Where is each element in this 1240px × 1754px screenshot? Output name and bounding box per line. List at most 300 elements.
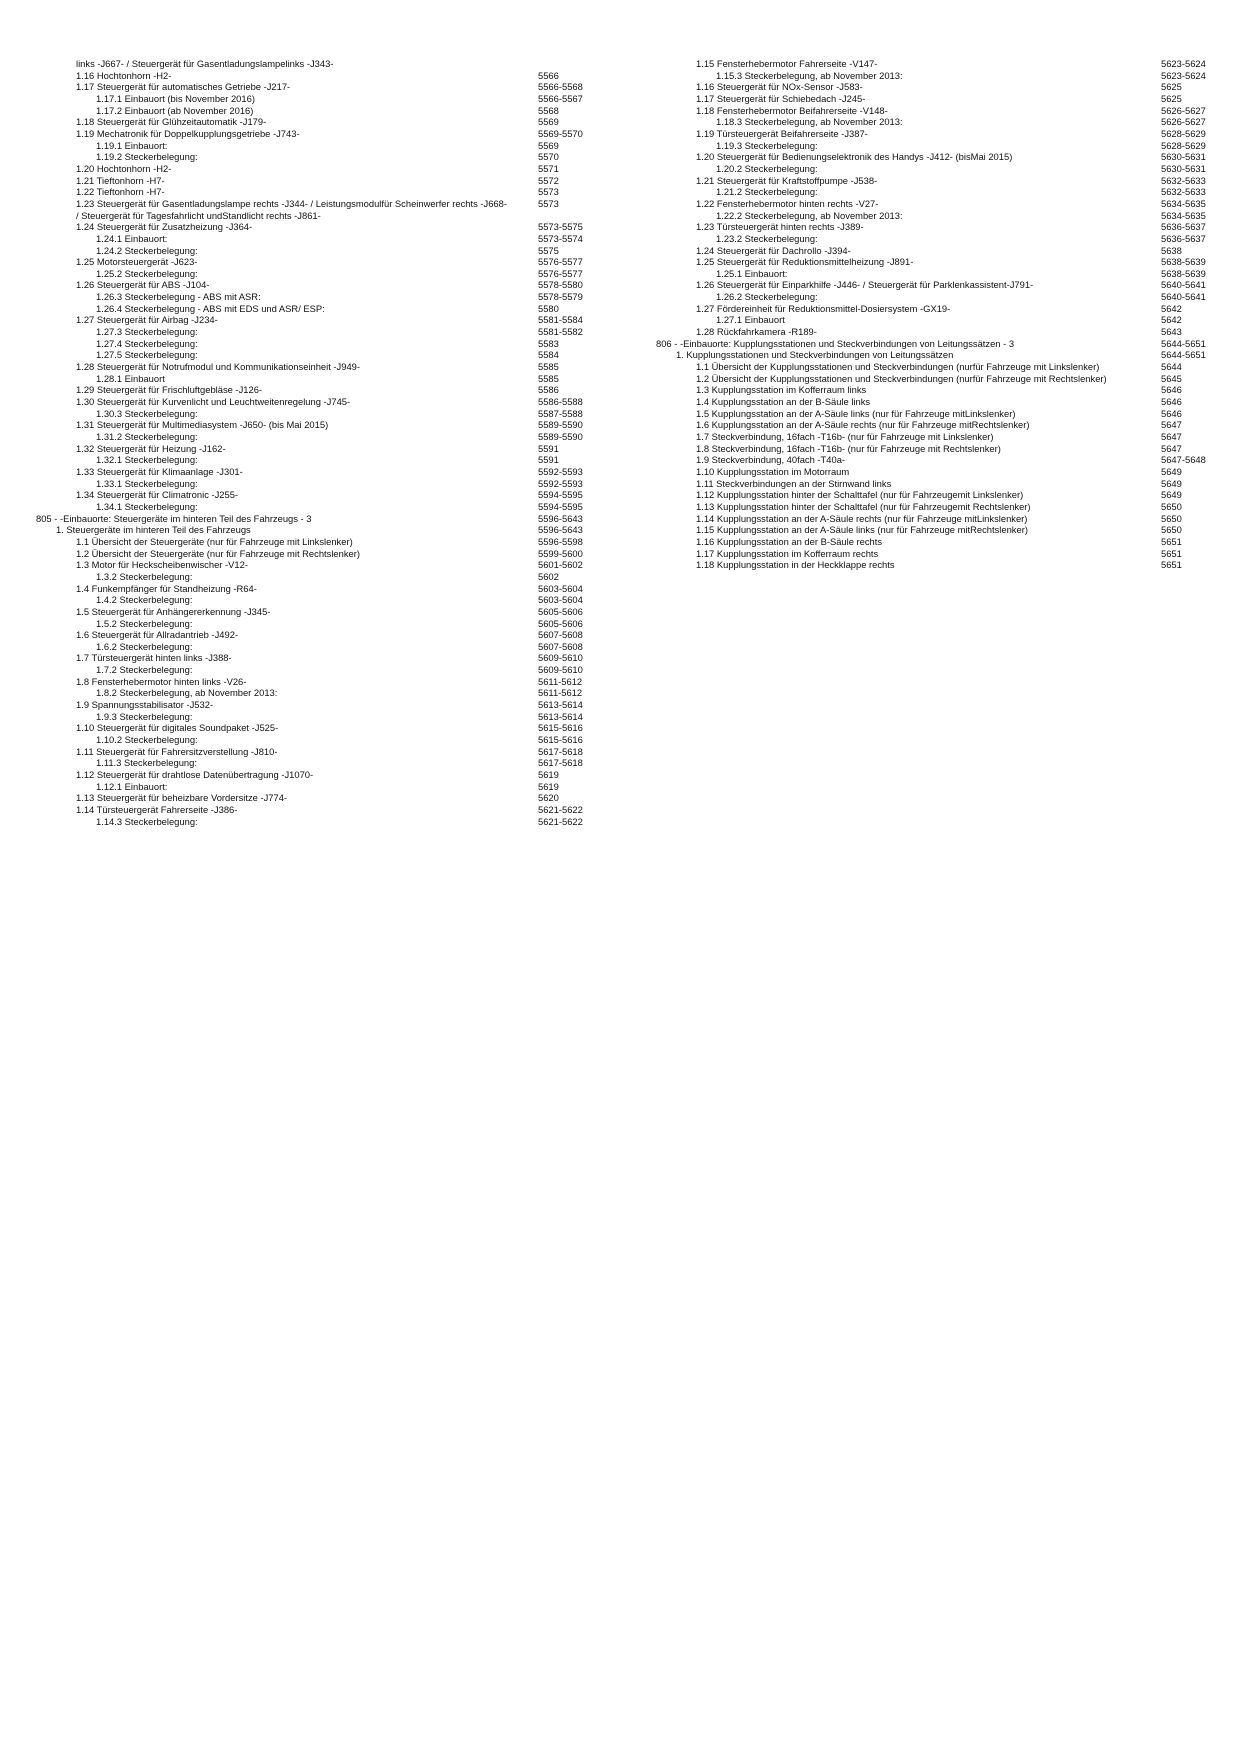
toc-entry[interactable] bbox=[36, 221, 596, 233]
toc-entry[interactable] bbox=[656, 373, 1216, 385]
toc-entry[interactable] bbox=[36, 676, 596, 688]
toc-entry[interactable] bbox=[656, 408, 1216, 420]
toc-entry-title: 1.20.2 Steckerbelegung: bbox=[716, 162, 818, 174]
toc-entry[interactable] bbox=[36, 571, 596, 583]
toc-entry-pages: 5581-5584 bbox=[538, 314, 583, 326]
toc-entry-pages: 5611-5612 bbox=[538, 675, 583, 687]
toc-entry-pages: 5623-5624 bbox=[1161, 58, 1206, 69]
toc-entry[interactable] bbox=[36, 396, 596, 408]
toc-entry[interactable] bbox=[36, 466, 596, 478]
toc-entry[interactable] bbox=[36, 93, 596, 105]
toc-entry[interactable] bbox=[656, 303, 1216, 315]
toc-entry-title: 1.25.1 Einbauort: bbox=[716, 267, 788, 279]
toc-entry-title: 1.28 Rückfahrkamera -R189- bbox=[696, 326, 817, 338]
toc-entry[interactable] bbox=[36, 431, 596, 443]
toc-entry[interactable] bbox=[36, 478, 596, 490]
toc-entry-pages: 5619 bbox=[538, 780, 559, 792]
toc-entry[interactable] bbox=[656, 175, 1216, 187]
toc-entry-pages: 5617-5618 bbox=[538, 745, 583, 757]
toc-entry-pages: 5619 bbox=[538, 769, 559, 781]
toc-right-column bbox=[656, 58, 1216, 571]
toc-entry-pages: 5589-5590 bbox=[538, 419, 583, 431]
toc-entry-title: 1.10 Kupplungsstation im Motorraum bbox=[696, 465, 850, 477]
toc-entry[interactable] bbox=[36, 233, 596, 245]
toc-entry-pages: 5576-5577 bbox=[538, 267, 583, 279]
toc-entry-title: 1.24.2 Steckerbelegung: bbox=[96, 244, 198, 256]
toc-entry-pages: 5630-5631 bbox=[1161, 162, 1206, 174]
toc-entry-title: 1.3 Kupplungsstation im Kofferraum links bbox=[696, 384, 867, 396]
toc-entry[interactable] bbox=[36, 769, 596, 781]
toc-entry-title: 1.31.2 Steckerbelegung: bbox=[96, 431, 198, 442]
toc-entry[interactable] bbox=[656, 151, 1216, 163]
toc-entry[interactable] bbox=[656, 536, 1216, 548]
toc-entry-title: 1.27 Steuergerät für Airbag -J234- bbox=[76, 314, 218, 326]
toc-entry-title: 1.7 Türsteuergerät hinten links -J388- bbox=[76, 652, 232, 664]
toc-entry-title: 1.3.2 Steckerbelegung: bbox=[96, 570, 193, 582]
toc-entry[interactable] bbox=[36, 105, 596, 117]
toc-entry[interactable] bbox=[36, 326, 596, 338]
toc-entry[interactable] bbox=[36, 641, 596, 653]
toc-entry-title: 1.31 Steuergerät für Multimediasystem -J650- (bis Mai 2015) bbox=[76, 419, 329, 431]
toc-entry-title: 1.11 Steuergerät für Fahrersitzverstellung -J810- bbox=[76, 745, 278, 757]
toc-entry-pages: 5625 bbox=[1161, 81, 1182, 93]
toc-entry[interactable] bbox=[656, 338, 1216, 350]
toc-entry-title: 1.21 Steuergerät für Kraftstoffpumpe -J538- bbox=[696, 174, 878, 186]
toc-entry-pages: 5594-5595 bbox=[538, 489, 583, 501]
toc-entry-title: 1.19 Mechatronik für Doppelkupplungsgetriebe -J743- bbox=[76, 127, 300, 139]
toc-entry-pages: 5609-5610 bbox=[538, 664, 583, 676]
toc-entry[interactable] bbox=[36, 594, 596, 606]
toc-entry[interactable] bbox=[36, 489, 596, 501]
toc-entry-title: 1.21 Tieftonhorn -H7- bbox=[76, 174, 165, 186]
toc-entry[interactable] bbox=[656, 384, 1216, 396]
toc-entry-title: 1.7.2 Steckerbelegung: bbox=[96, 664, 193, 676]
toc-entry-title: / Steuergerät für Tagesfahrlicht undStandlicht rechts -J861- bbox=[76, 209, 321, 221]
toc-entry[interactable] bbox=[656, 116, 1216, 128]
toc-entry-pages: 5647 bbox=[1161, 431, 1182, 442]
toc-entry[interactable] bbox=[36, 583, 596, 595]
toc-entry[interactable] bbox=[36, 501, 596, 513]
toc-entry-pages: 5569 bbox=[538, 116, 559, 128]
toc-entry-title: 1.9 Spannungsstabilisator -J532- bbox=[76, 699, 214, 711]
toc-entry-title: 1.15 Fensterhebermotor Fahrerseite -V147- bbox=[696, 58, 878, 69]
toc-entry-pages: 5601-5602 bbox=[538, 559, 583, 571]
toc-entry[interactable] bbox=[36, 210, 596, 222]
toc-entry[interactable] bbox=[656, 454, 1216, 466]
toc-entry[interactable] bbox=[656, 105, 1216, 117]
toc-entry-title: 1.14.3 Steckerbelegung: bbox=[96, 815, 198, 827]
toc-entry-pages: 5569-5570 bbox=[538, 127, 583, 139]
toc-entry-pages: 5611-5612 bbox=[538, 687, 583, 699]
toc-entry-pages: 5623-5624 bbox=[1161, 69, 1206, 81]
toc-entry[interactable] bbox=[656, 513, 1216, 525]
toc-entry[interactable] bbox=[36, 338, 596, 350]
toc-entry[interactable] bbox=[656, 419, 1216, 431]
toc-entry[interactable] bbox=[656, 245, 1216, 257]
toc-entry-title: 1.20 Hochtonhorn -H2- bbox=[76, 162, 172, 174]
toc-entry-pages: 5569 bbox=[538, 139, 559, 151]
toc-entry-pages: 5649 bbox=[1161, 477, 1182, 489]
toc-entry-title: 1.3 Motor für Heckscheibenwischer -V12- bbox=[76, 559, 248, 571]
toc-entry-pages: 5642 bbox=[1161, 314, 1182, 326]
toc-entry-pages: 5630-5631 bbox=[1161, 151, 1206, 163]
toc-entry[interactable] bbox=[36, 711, 596, 723]
toc-entry-title: 1.21.2 Steckerbelegung: bbox=[716, 186, 818, 198]
toc-entry-title: 1.26 Steuergerät für Einparkhilfe -J446- / Steuergerät für Parklenkassistent-J791- bbox=[696, 279, 1034, 291]
toc-entry[interactable] bbox=[656, 210, 1216, 222]
toc-entry[interactable] bbox=[36, 361, 596, 373]
toc-entry-title: 1.18.3 Steckerbelegung, ab November 2013: bbox=[716, 116, 903, 128]
toc-entry-pages: 5591 bbox=[538, 454, 559, 466]
toc-entry[interactable] bbox=[36, 70, 596, 82]
toc-entry[interactable] bbox=[36, 606, 596, 618]
toc-entry-pages: 5625 bbox=[1161, 92, 1182, 104]
toc-entry[interactable] bbox=[36, 559, 596, 571]
toc-entry-title: 1.2 Übersicht der Steuergeräte (nur für Fahrzeuge mit Rechtslenker) bbox=[76, 547, 360, 559]
toc-entry[interactable] bbox=[36, 314, 596, 326]
toc-entry-title: 1.11 Steckverbindungen an der Stirnwand links bbox=[696, 477, 892, 489]
toc-entry[interactable] bbox=[36, 116, 596, 128]
toc-entry-pages: 5589-5590 bbox=[538, 431, 583, 442]
toc-entry[interactable] bbox=[36, 256, 596, 268]
toc-entry[interactable] bbox=[656, 524, 1216, 536]
toc-entry-pages: 5646 bbox=[1161, 384, 1182, 396]
toc-entry-pages: 5596-5598 bbox=[538, 535, 583, 547]
toc-entry-pages: 5596-5643 bbox=[538, 512, 583, 524]
toc-entry-title: 1.9 Steckverbindung, 40fach -T40a- bbox=[696, 454, 846, 466]
toc-entry-title: 1.20 Steuergerät für Bedienungselektronik des Handys -J412- (bisMai 2015) bbox=[696, 151, 1013, 163]
toc-entry[interactable] bbox=[656, 128, 1216, 140]
toc-entry-title: 1.25 Steuergerät für Reduktionsmittelheizung -J891- bbox=[696, 256, 914, 268]
toc-entry-title: 1.25.2 Steckerbelegung: bbox=[96, 267, 198, 279]
toc-entry[interactable] bbox=[36, 722, 596, 734]
toc-entry[interactable] bbox=[656, 489, 1216, 501]
toc-entry-pages: 5638-5639 bbox=[1161, 267, 1206, 279]
toc-entry-pages: 5586 bbox=[538, 384, 559, 396]
toc-entry-title: 1.19.2 Steckerbelegung: bbox=[96, 151, 198, 163]
toc-entry-title: 1.14 Türsteuergerät Fahrerseite -J386- bbox=[76, 804, 238, 815]
toc-entry[interactable] bbox=[656, 268, 1216, 280]
toc-entry-pages: 5640-5641 bbox=[1161, 291, 1206, 303]
toc-entry[interactable] bbox=[656, 466, 1216, 478]
toc-entry-pages: 5626-5627 bbox=[1161, 116, 1206, 128]
toc-entry-title: 1.5.2 Steckerbelegung: bbox=[96, 617, 193, 629]
toc-entry-pages: 5592-5593 bbox=[538, 465, 583, 477]
toc-entry-pages: 5613-5614 bbox=[538, 710, 583, 722]
toc-entry-pages: 5646 bbox=[1161, 407, 1182, 419]
toc-entry-pages: 5638 bbox=[1161, 244, 1182, 256]
toc-entry-title: 1.2 Übersicht der Kupplungsstationen und Steckverbindungen (nurfür Fahrzeuge mit Rechtslenker) bbox=[696, 372, 1107, 384]
toc-entry-title: 1.6 Kupplungsstation an der A-Säule rechts (nur für Fahrzeuge mitRechtslenker) bbox=[696, 419, 1030, 431]
toc-entry-pages: 5566-5567 bbox=[538, 92, 583, 104]
toc-entry-pages: 5620 bbox=[538, 792, 559, 804]
toc-entry[interactable] bbox=[36, 746, 596, 758]
toc-entry-pages: 5650 bbox=[1161, 512, 1182, 524]
toc-entry[interactable] bbox=[36, 629, 596, 641]
toc-entry-title: 1.26.4 Steckerbelegung - ABS mit EDS und ASR/ ESP: bbox=[96, 302, 325, 314]
toc-entry-pages: 5586-5588 bbox=[538, 396, 583, 408]
toc-entry-title: 1.6.2 Steckerbelegung: bbox=[96, 640, 193, 652]
toc-entry[interactable] bbox=[36, 81, 596, 93]
toc-entry[interactable] bbox=[36, 198, 596, 210]
toc-entry[interactable] bbox=[36, 279, 596, 291]
toc-entry[interactable] bbox=[36, 792, 596, 804]
toc-entry[interactable] bbox=[656, 501, 1216, 513]
toc-entry-pages: 5651 bbox=[1161, 535, 1182, 547]
toc-entry-pages: 5636-5637 bbox=[1161, 232, 1206, 244]
toc-entry-pages: 5615-5616 bbox=[538, 734, 583, 746]
toc-entry[interactable] bbox=[36, 349, 596, 361]
toc-entry-title: 1.6 Steuergerät für Allradantrieb -J492- bbox=[76, 629, 239, 641]
toc-entry-pages: 5613-5614 bbox=[538, 699, 583, 711]
toc-entry-pages: 5570 bbox=[538, 151, 559, 163]
toc-entry-title: 1.33 Steuergerät für Klimaanlage -J301- bbox=[76, 465, 243, 477]
toc-entry-pages: 5605-5606 bbox=[538, 617, 583, 629]
toc-entry-pages: 5566-5568 bbox=[538, 81, 583, 93]
toc-entry-pages: 5644 bbox=[1161, 361, 1182, 373]
toc-entry-pages: 5651 bbox=[1161, 547, 1182, 559]
toc-entry-pages: 5643 bbox=[1161, 326, 1182, 338]
toc-entry[interactable] bbox=[36, 163, 596, 175]
toc-entry[interactable] bbox=[36, 757, 596, 769]
toc-entry[interactable] bbox=[36, 268, 596, 280]
toc-entry-pages: 5607-5608 bbox=[538, 629, 583, 641]
toc-entry[interactable] bbox=[36, 664, 596, 676]
toc-entry[interactable] bbox=[656, 431, 1216, 443]
toc-entry[interactable] bbox=[656, 198, 1216, 210]
toc-entry-pages: 5638-5639 bbox=[1161, 256, 1206, 268]
toc-entry-title: 1.5 Steuergerät für Anhängererkennung -J345- bbox=[76, 605, 271, 617]
toc-entry-pages: 5615-5616 bbox=[538, 722, 583, 734]
toc-entry[interactable] bbox=[656, 548, 1216, 560]
toc-entry[interactable] bbox=[36, 513, 596, 525]
toc-entry-title: 806 - -Einbauorte: Kupplungsstationen und Steckverbindungen von Leitungssätzen - 3 bbox=[656, 337, 1015, 349]
toc-entry-pages: 5650 bbox=[1161, 524, 1182, 536]
toc-entry[interactable] bbox=[36, 58, 596, 70]
toc-entry-title: links -J667- / Steuergerät für Gasentladungslampelinks -J343- bbox=[76, 58, 334, 69]
toc-entry-pages: 5649 bbox=[1161, 465, 1182, 477]
toc-entry-pages: 5632-5633 bbox=[1161, 186, 1206, 198]
toc-entry[interactable] bbox=[36, 652, 596, 664]
toc-entry[interactable] bbox=[36, 291, 596, 303]
toc-entry[interactable] bbox=[36, 536, 596, 548]
toc-entry-title: 1.22 Tieftonhorn -H7- bbox=[76, 186, 165, 198]
toc-entry-title: 1.27 Fördereinheit für Reduktionsmittel-Dosiersystem -GX19- bbox=[696, 302, 951, 314]
toc-entry-pages: 5621-5622 bbox=[538, 804, 583, 815]
toc-entry-title: 1.15.3 Steckerbelegung, ab November 2013: bbox=[716, 69, 903, 81]
toc-entry-pages: 5572 bbox=[538, 174, 559, 186]
toc-entry-pages: 5571 bbox=[538, 162, 559, 174]
toc-entry-title: 1.12.1 Einbauort: bbox=[96, 780, 168, 792]
toc-entry[interactable] bbox=[656, 559, 1216, 571]
toc-entry-title: 1.1 Übersicht der Steuergeräte (nur für Fahrzeuge mit Linkslenker) bbox=[76, 535, 353, 547]
toc-entry-pages: 5646 bbox=[1161, 396, 1182, 408]
toc-entry-title: 1.27.5 Steckerbelegung: bbox=[96, 349, 198, 361]
toc-entry[interactable] bbox=[656, 349, 1216, 361]
toc-entry-title: 1.8.2 Steckerbelegung, ab November 2013: bbox=[96, 687, 278, 699]
toc-entry-title: 1.28.1 Einbauort bbox=[96, 372, 165, 384]
toc-entry-pages: 5647-5648 bbox=[1161, 454, 1206, 466]
toc-entry-title: 1.30 Steuergerät für Kurvenlicht und Leuchtweitenregelung -J745- bbox=[76, 396, 351, 408]
toc-entry-title: 1.16 Kupplungsstation an der B-Säule rechts bbox=[696, 535, 883, 547]
toc-entry-title: 1.14 Kupplungsstation an der A-Säule rechts (nur für Fahrzeuge mitLinkslenker) bbox=[696, 512, 1028, 524]
toc-entry-title: 1.18 Fensterhebermotor Beifahrerseite -V148- bbox=[696, 104, 888, 116]
toc-entry-pages: 5578-5579 bbox=[538, 291, 583, 303]
toc-entry-pages: 5592-5593 bbox=[538, 477, 583, 489]
toc-entry-pages: 5603-5604 bbox=[538, 582, 583, 594]
toc-entry[interactable] bbox=[656, 396, 1216, 408]
toc-entry-pages: 5581-5582 bbox=[538, 326, 583, 338]
toc-entry-pages: 5628-5629 bbox=[1161, 139, 1206, 151]
toc-entry-pages: 5632-5633 bbox=[1161, 174, 1206, 186]
toc-entry-title: 1.24.1 Einbauort: bbox=[96, 232, 168, 244]
toc-entry-pages: 5591 bbox=[538, 442, 559, 454]
toc-entry-title: 1.7 Steckverbindung, 16fach -T16b- (nur für Fahrzeuge mit Linkslenker) bbox=[696, 431, 994, 442]
toc-entry-pages: 5603-5604 bbox=[538, 594, 583, 606]
toc-entry-title: 1.19 Türsteuergerät Beifahrerseite -J387- bbox=[696, 127, 868, 139]
toc-entry[interactable] bbox=[656, 326, 1216, 338]
toc-entry[interactable] bbox=[36, 408, 596, 420]
toc-entry[interactable] bbox=[656, 256, 1216, 268]
toc-entry-title: 1.22 Fensterhebermotor hinten rechts -V27- bbox=[696, 197, 879, 209]
toc-entry[interactable] bbox=[656, 58, 1216, 70]
toc-entry[interactable] bbox=[656, 233, 1216, 245]
toc-entry-pages: 5609-5610 bbox=[538, 652, 583, 664]
toc-entry-title: 1. Steuergeräte im hinteren Teil des Fahrzeugs bbox=[56, 524, 251, 536]
toc-entry-pages: 5575 bbox=[538, 244, 559, 256]
toc-entry[interactable] bbox=[36, 548, 596, 560]
toc-entry-title: 1.23 Türsteuergerät hinten rechts -J389- bbox=[696, 221, 864, 233]
toc-entry-title: 1.9.3 Steckerbelegung: bbox=[96, 710, 193, 722]
toc-left-column bbox=[36, 58, 596, 827]
toc-entry[interactable] bbox=[656, 140, 1216, 152]
toc-entry-title: 1.28 Steuergerät für Notrufmodul und Kommunikationseinheit -J949- bbox=[76, 361, 361, 373]
toc-entry-title: 1.4.2 Steckerbelegung: bbox=[96, 594, 193, 606]
toc-entry[interactable] bbox=[656, 70, 1216, 82]
toc-entry-title: 1.12 Kupplungsstation hinter der Schalttafel (nur für Fahrzeugemit Linkslenker) bbox=[696, 489, 1024, 501]
toc-entry[interactable] bbox=[656, 478, 1216, 490]
toc-entry-title: 1.10.2 Steckerbelegung: bbox=[96, 734, 198, 746]
toc-entry-title: 1.23 Steuergerät für Gasentladungslampe rechts -J344- / Leistungsmodulfür Scheinwerfer rechts -J668- bbox=[76, 197, 507, 209]
toc-entry[interactable] bbox=[36, 373, 596, 385]
toc-entry-title: 1.24 Steuergerät für Zusatzheizung -J364- bbox=[76, 221, 253, 233]
toc-entry[interactable] bbox=[36, 443, 596, 455]
toc-entry-title: 1.8 Fensterhebermotor hinten links -V26- bbox=[76, 675, 247, 687]
toc-entry-pages: 5634-5635 bbox=[1161, 209, 1206, 221]
toc-entry[interactable] bbox=[656, 443, 1216, 455]
toc-entry-pages: 5583 bbox=[538, 337, 559, 349]
toc-entry-title: 1.27.4 Steckerbelegung: bbox=[96, 337, 198, 349]
toc-entry[interactable] bbox=[36, 454, 596, 466]
toc-entry-title: 1.26 Steuergerät für ABS -J104- bbox=[76, 279, 210, 291]
toc-entry[interactable] bbox=[656, 81, 1216, 93]
toc-entry[interactable] bbox=[36, 303, 596, 315]
toc-entry-pages: 5647 bbox=[1161, 419, 1182, 431]
toc-entry[interactable] bbox=[656, 279, 1216, 291]
toc-entry-pages: 5645 bbox=[1161, 372, 1182, 384]
toc-entry-pages: 5642 bbox=[1161, 302, 1182, 314]
toc-entry-pages: 5644-5651 bbox=[1161, 337, 1206, 349]
toc-entry-pages: 5566 bbox=[538, 69, 559, 81]
toc-entry-pages: 5573-5574 bbox=[538, 232, 583, 244]
toc-entry-pages: 5617-5618 bbox=[538, 757, 583, 769]
toc-entry-title: 1. Kupplungsstationen und Steckverbindungen von Leitungssätzen bbox=[676, 349, 954, 361]
toc-entry-title: 1.17 Steuergerät für automatisches Getriebe -J217- bbox=[76, 81, 291, 93]
toc-entry-title: 1.32.1 Steckerbelegung: bbox=[96, 454, 198, 466]
toc-entry-pages: 5584 bbox=[538, 349, 559, 361]
toc-entry[interactable] bbox=[36, 734, 596, 746]
toc-entry[interactable] bbox=[36, 151, 596, 163]
toc-entry-title: 1.24 Steuergerät für Dachrollo -J394- bbox=[696, 244, 851, 256]
toc-entry-title: 1.17.1 Einbauort (bis November 2016) bbox=[96, 92, 255, 104]
toc-entry-title: 1.18 Kupplungsstation in der Heckklappe rechts bbox=[696, 559, 895, 571]
toc-entry[interactable] bbox=[36, 781, 596, 793]
toc-entry-title: 1.8 Steckverbindung, 16fach -T16b- (nur für Fahrzeuge mit Rechtslenker) bbox=[696, 442, 1001, 454]
toc-entry-pages: 5594-5595 bbox=[538, 500, 583, 512]
toc-entry-title: 1.19.3 Steckerbelegung: bbox=[716, 139, 818, 151]
toc-entry[interactable] bbox=[656, 291, 1216, 303]
toc-entry-pages: 5634-5635 bbox=[1161, 197, 1206, 209]
toc-entry[interactable] bbox=[656, 314, 1216, 326]
toc-entry-pages: 5573-5575 bbox=[538, 221, 583, 233]
toc-entry-title: 1.27.3 Steckerbelegung: bbox=[96, 326, 198, 338]
toc-entry[interactable] bbox=[656, 93, 1216, 105]
toc-entry[interactable] bbox=[36, 804, 596, 816]
toc-entry[interactable] bbox=[656, 361, 1216, 373]
toc-entry-pages: 5599-5600 bbox=[538, 547, 583, 559]
toc-entry-title: 1.13 Kupplungsstation hinter der Schalttafel (nur für Fahrzeugemit Rechtslenker) bbox=[696, 500, 1031, 512]
toc-entry-pages: 5576-5577 bbox=[538, 256, 583, 268]
toc-entry-title: 1.16 Hochtonhorn -H2- bbox=[76, 69, 172, 81]
toc-entry-pages: 5602 bbox=[538, 570, 559, 582]
toc-entry-pages: 5573 bbox=[538, 186, 559, 198]
toc-entry-title: 1.17 Steuergerät für Schiebedach -J245- bbox=[696, 92, 866, 104]
toc-entry[interactable] bbox=[656, 186, 1216, 198]
toc-entry[interactable] bbox=[36, 618, 596, 630]
toc-entry[interactable] bbox=[36, 816, 596, 828]
toc-entry[interactable] bbox=[36, 384, 596, 396]
toc-entry-title: 805 - -Einbauorte: Steuergeräte im hinteren Teil des Fahrzeugs - 3 bbox=[36, 512, 312, 524]
toc-entry-pages: 5626-5627 bbox=[1161, 104, 1206, 116]
toc-entry[interactable] bbox=[656, 221, 1216, 233]
toc-entry-title: 1.26.3 Steckerbelegung - ABS mit ASR: bbox=[96, 291, 261, 303]
toc-entry-title: 1.4 Funkempfänger für Standheizung -R64- bbox=[76, 582, 257, 594]
toc-entry[interactable] bbox=[36, 140, 596, 152]
toc-entry-title: 1.22.2 Steckerbelegung, ab November 2013: bbox=[716, 209, 903, 221]
toc-entry[interactable] bbox=[36, 419, 596, 431]
toc-entry-title: 1.32 Steuergerät für Heizung -J162- bbox=[76, 442, 226, 454]
toc-entry-title: 1.17.2 Einbauort (ab November 2016) bbox=[96, 104, 254, 116]
toc-entry-pages: 5640-5641 bbox=[1161, 279, 1206, 291]
toc-entry[interactable] bbox=[36, 245, 596, 257]
toc-entry-pages: 5650 bbox=[1161, 500, 1182, 512]
toc-entry-title: 1.17 Kupplungsstation im Kofferraum rechts bbox=[696, 547, 879, 559]
toc-entry-pages: 5628-5629 bbox=[1161, 127, 1206, 139]
toc-entry-pages: 5568 bbox=[538, 104, 559, 116]
toc-entry-title: 1.26.2 Steckerbelegung: bbox=[716, 291, 818, 303]
toc-entry[interactable] bbox=[36, 186, 596, 198]
toc-entry[interactable] bbox=[36, 128, 596, 140]
toc-entry[interactable] bbox=[656, 163, 1216, 175]
toc-entry[interactable] bbox=[36, 175, 596, 187]
toc-entry-pages: 5647 bbox=[1161, 442, 1182, 454]
toc-entry[interactable] bbox=[36, 524, 596, 536]
toc-entry[interactable] bbox=[36, 699, 596, 711]
toc-entry-pages: 5651 bbox=[1161, 559, 1182, 571]
toc-entry[interactable] bbox=[36, 687, 596, 699]
toc-entry-pages: 5587-5588 bbox=[538, 407, 583, 419]
toc-entry-pages: 5649 bbox=[1161, 489, 1182, 501]
